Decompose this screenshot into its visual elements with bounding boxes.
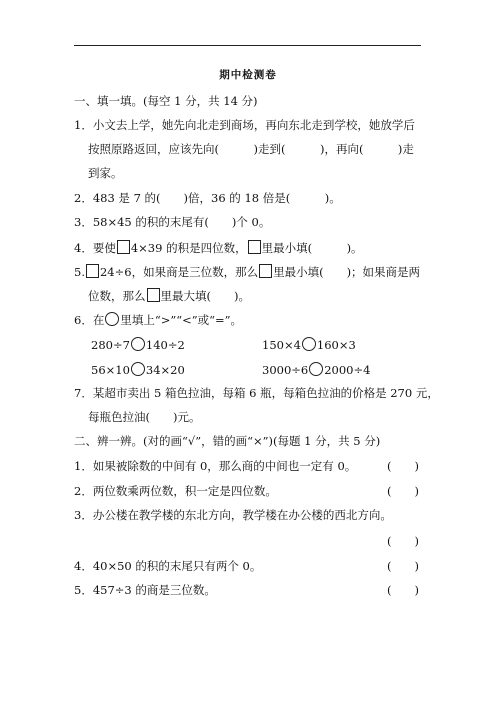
q2: 2．483 是 7 的( )倍，36 的 18 倍是( )。: [74, 191, 341, 205]
blank-box[interactable]: [248, 240, 261, 254]
q5-text-c: 里最小填( )；如果商是两: [273, 265, 421, 279]
q1-line3: 到家。: [88, 166, 123, 180]
answer-paren[interactable]: ( ): [387, 534, 419, 548]
q6-row1-right: [262, 337, 356, 352]
answer-paren[interactable]: ( ): [387, 559, 419, 573]
q6-row2-right: [262, 362, 370, 377]
q5-line2: [88, 288, 250, 303]
compare-circle[interactable]: [105, 312, 119, 326]
expr: 2000÷4: [324, 363, 371, 377]
expr: 56×10: [91, 363, 130, 377]
q1-line2: 按照原路返回，应该先向( )走到( )，再向( )走: [88, 142, 414, 156]
expr: 34×20: [145, 363, 185, 377]
q5-text-b: 24÷6，如果商是三位数，那么: [99, 265, 259, 279]
q6-text-a: 6．在: [74, 313, 105, 327]
answer-paren[interactable]: ( ): [387, 484, 419, 498]
answer-paren[interactable]: ( ): [387, 459, 419, 473]
q4: [74, 240, 363, 255]
blank-box[interactable]: [259, 264, 272, 278]
q5-line1: [74, 264, 420, 279]
compare-circle[interactable]: [309, 362, 323, 376]
q6-row1-left: [91, 337, 185, 352]
expr: 160×3: [316, 338, 356, 352]
expr: 150×4: [262, 338, 301, 352]
page-title: 期中检测卷: [219, 69, 277, 81]
q7-line2: 每瓶色拉油( )元。: [88, 410, 201, 424]
q4-text-c: 里最小填( )。: [261, 241, 363, 255]
q5-text-e: 里最大填( )。: [160, 289, 250, 303]
section2-heading: 二、辨一辨。(对的画“√”，错的画“×”)(每题 1 分，共 5 分): [74, 434, 381, 448]
answer-paren[interactable]: ( ): [387, 583, 419, 597]
blank-box[interactable]: [147, 288, 160, 302]
compare-circle[interactable]: [302, 337, 316, 351]
q4-text-a: 4．要使: [74, 241, 116, 255]
q7-line1: 7．某超市卖出 5 箱色拉油，每箱 6 瓶，每箱色拉油的价格是 270 元，: [74, 386, 439, 400]
q6: [74, 312, 242, 327]
q6-row2-left: [91, 362, 185, 377]
compare-circle[interactable]: [131, 337, 145, 351]
blank-box[interactable]: [117, 240, 130, 254]
expr: 3000÷6: [262, 363, 309, 377]
section1-heading: 一、填一填。(每空 1 分，共 14 分): [74, 94, 258, 108]
blank-box[interactable]: [86, 264, 99, 278]
q5-text-a: 5.: [74, 265, 85, 279]
judge-q1: 1．如果被除数的中间有 0，那么商的中间也一定有 0。: [74, 459, 357, 473]
expr: 140÷2: [145, 338, 185, 352]
q3: 3．58×45 的积的末尾有( )个 0。: [74, 215, 271, 229]
compare-circle[interactable]: [131, 362, 145, 376]
expr: 280÷7: [91, 338, 130, 352]
q5-text-d: 位数，那么: [88, 289, 146, 303]
judge-q2: 2．两位数乘两位数，积一定是四位数。: [74, 484, 277, 498]
header-rule: [74, 45, 421, 46]
q1-line1: 1．小文去上学，她先向北走到商场，再向东北走到学校，她放学后: [74, 118, 415, 132]
judge-q5: 5．457÷3 的商是三位数。: [74, 583, 216, 597]
q4-text-b: 4×39 的积是四位数，: [130, 241, 247, 255]
q6-text-b: 里填上“>”“<”或“=”。: [120, 313, 243, 327]
judge-q4: 4．40×50 的积的末尾只有两个 0。: [74, 559, 262, 573]
judge-q3: 3．办公楼在教学楼的东北方向，教学楼在办公楼的西北方向。: [74, 508, 392, 522]
